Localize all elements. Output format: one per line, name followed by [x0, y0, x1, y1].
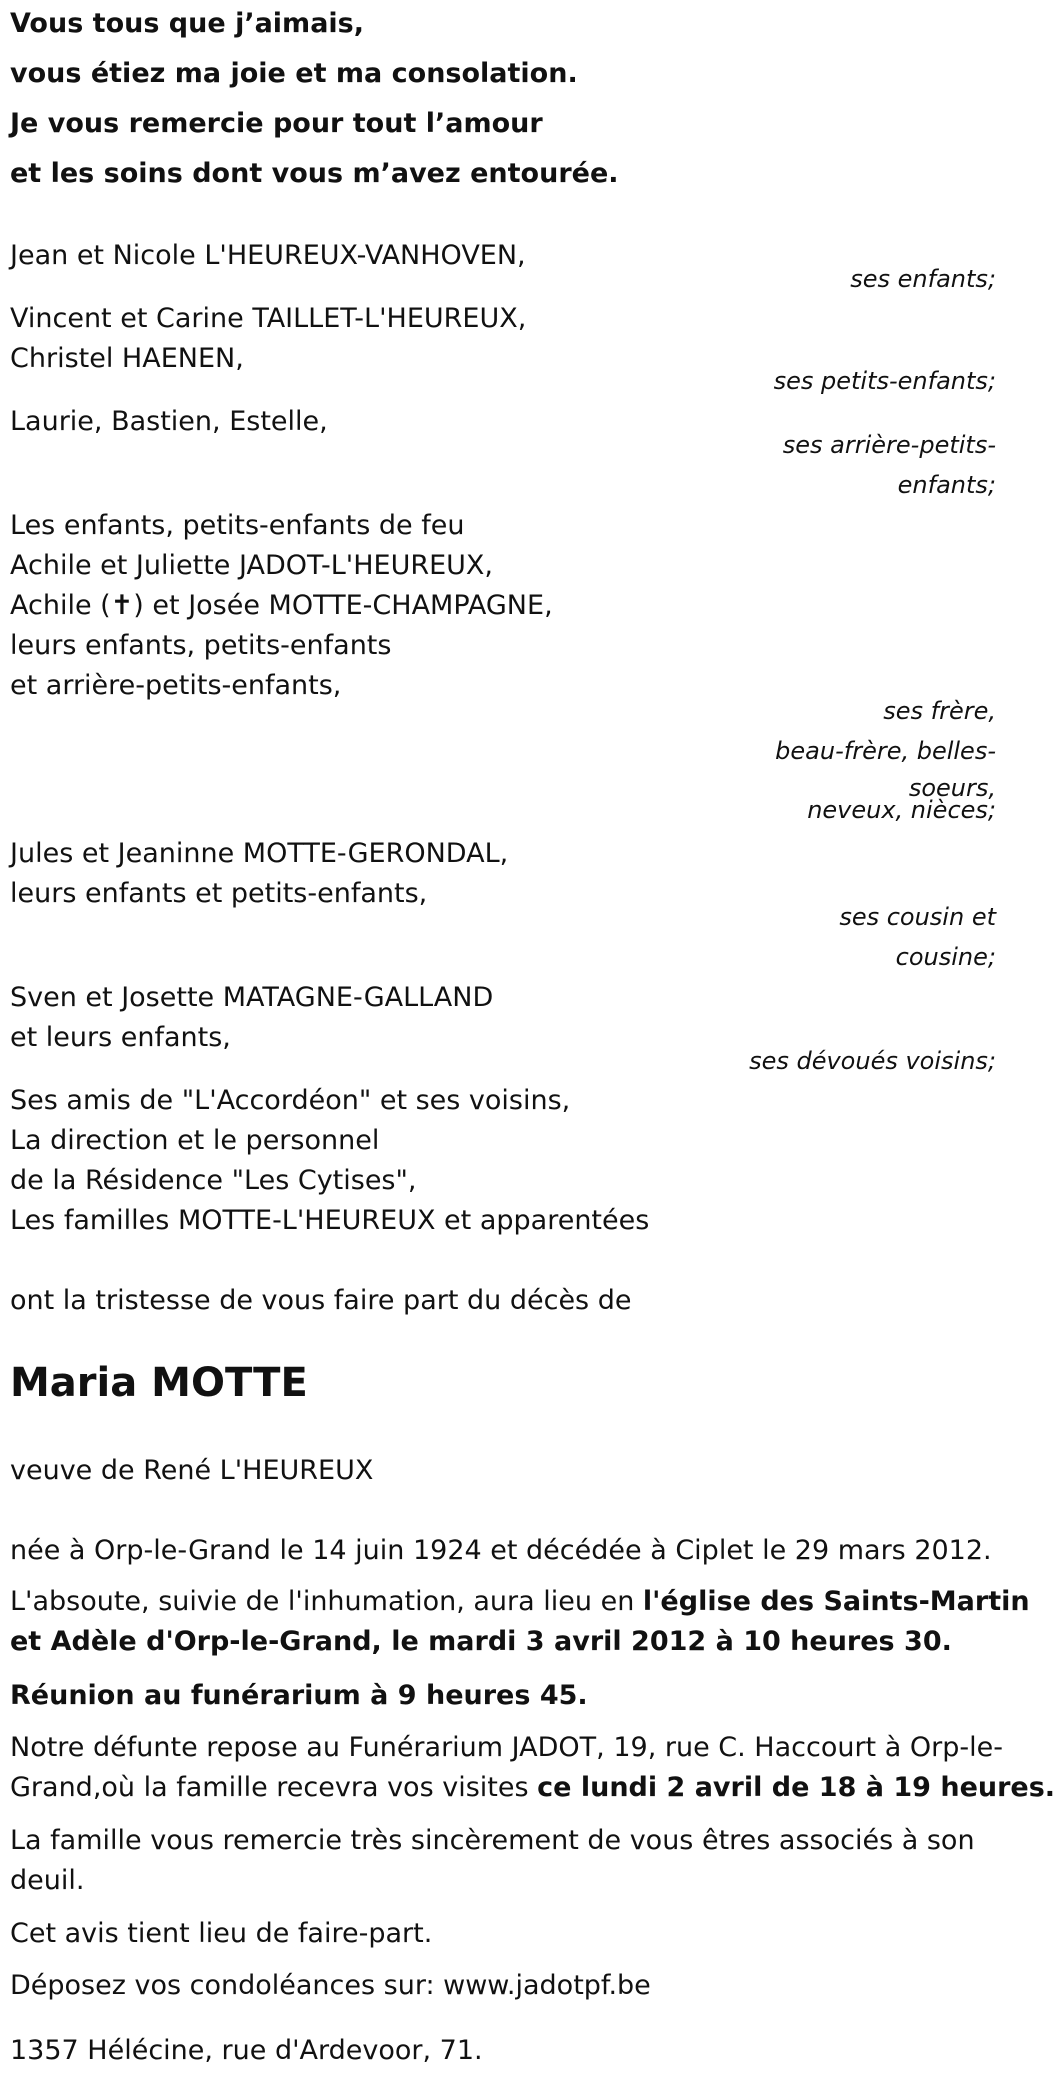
grandchildren-role: ses petits-enfants;: [773, 367, 996, 395]
friends-line-3: de la Résidence "Les Cytises",: [10, 1165, 417, 1196]
children-names: Jean et Nicole L'HEUREUX-VANHOVEN,: [10, 240, 526, 271]
friends-line-4: Les familles MOTTE-L'HEUREUX et apparentées: [10, 1205, 650, 1236]
friends-line-1: Ses amis de "L'Accordéon" et ses voisins,: [10, 1085, 571, 1116]
siblings-line-1: Les enfants, petits-enfants de feu: [10, 510, 465, 541]
siblings-role-2: beau-frère, belles-: [775, 737, 996, 765]
repose-line-2: [10, 1772, 1055, 1803]
service-intro: L'absoute, suivie de l'inhumation, aura lieu en: [10, 1586, 643, 1617]
visiting-hours: ce lundi 2 avril de 18 à 19 heures.: [537, 1772, 1055, 1803]
great-grandchildren-role-1: ses arrière-petits-: [782, 431, 996, 459]
siblings-line-3: Achile (✝) et Josée MOTTE-CHAMPAGNE,: [10, 590, 553, 621]
siblings-role-3: soeurs,: [908, 774, 996, 802]
siblings-role-1: ses frère,: [883, 697, 996, 725]
cousins-role-1: ses cousin et: [839, 903, 996, 931]
deceased-name: Maria MOTTE: [10, 1360, 308, 1406]
birth-death: née à Orp-le-Grand le 14 juin 1924 et décédée à Ciplet le 29 mars 2012.: [10, 1535, 992, 1566]
repose-intro: Grand,où la famille recevra vos visites: [10, 1772, 538, 1803]
siblings-line-5: et arrière-petits-enfants,: [10, 670, 342, 701]
widow-of: veuve de René L'HEUREUX: [10, 1455, 374, 1486]
poem-line-1: Vous tous que j’aimais,: [10, 8, 364, 39]
cousins-line-2: leurs enfants et petits-enfants,: [10, 878, 428, 909]
thanks-line-2: deuil.: [10, 1865, 85, 1896]
condolences: Déposez vos condoléances sur: www.jadotpf.be: [10, 1970, 651, 2001]
great-grandchildren-names: Laurie, Bastien, Estelle,: [10, 406, 328, 437]
repose-line-1: Notre défunte repose au Funérarium JADOT, 19, rue C. Haccourt à Orp-le-: [10, 1732, 1003, 1763]
service-location-1: l'église des Saints-Martin: [642, 1586, 1030, 1617]
great-grandchildren-role-2: enfants;: [897, 471, 996, 499]
neighbours-role: ses dévoués voisins;: [749, 1047, 996, 1075]
announcement: ont la tristesse de vous faire part du décès de: [10, 1285, 632, 1316]
neighbours-line-1: Sven et Josette MATAGNE-GALLAND: [10, 982, 494, 1013]
poem-line-4: et les soins dont vous m’avez entourée.: [10, 158, 619, 189]
cousins-role-2: cousine;: [895, 943, 996, 971]
siblings-role-4: neveux, nièces;: [807, 796, 996, 824]
thanks-line-1: La famille vous remercie très sincèrement de vous êtres associés à son: [10, 1825, 975, 1856]
siblings-line-4: leurs enfants, petits-enfants: [10, 630, 392, 661]
friends-line-2: La direction et le personnel: [10, 1125, 380, 1156]
siblings-line-2: Achile et Juliette JADOT-L'HEUREUX,: [10, 550, 493, 581]
service-line-1: [10, 1586, 1030, 1617]
grandchildren-name-1: Vincent et Carine TAILLET-L'HEUREUX,: [10, 303, 527, 334]
grandchildren-name-2: Christel HAENEN,: [10, 343, 244, 374]
poem-line-2: vous étiez ma joie et ma consolation.: [10, 58, 578, 89]
neighbours-line-2: et leurs enfants,: [10, 1022, 231, 1053]
poem-line-3: Je vous remercie pour tout l’amour: [10, 108, 543, 139]
address: 1357 Hélécine, rue d'Ardevoor, 71.: [10, 2035, 483, 2066]
notice: Cet avis tient lieu de faire-part.: [10, 1918, 433, 1949]
cousins-line-1: Jules et Jeaninne MOTTE-GERONDAL,: [10, 838, 509, 869]
service-location-2: et Adèle d'Orp-le-Grand, le mardi 3 avril 2012 à 10 heures 30.: [10, 1626, 952, 1657]
children-role: ses enfants;: [850, 265, 996, 293]
meeting: Réunion au funérarium à 9 heures 45.: [10, 1680, 588, 1711]
